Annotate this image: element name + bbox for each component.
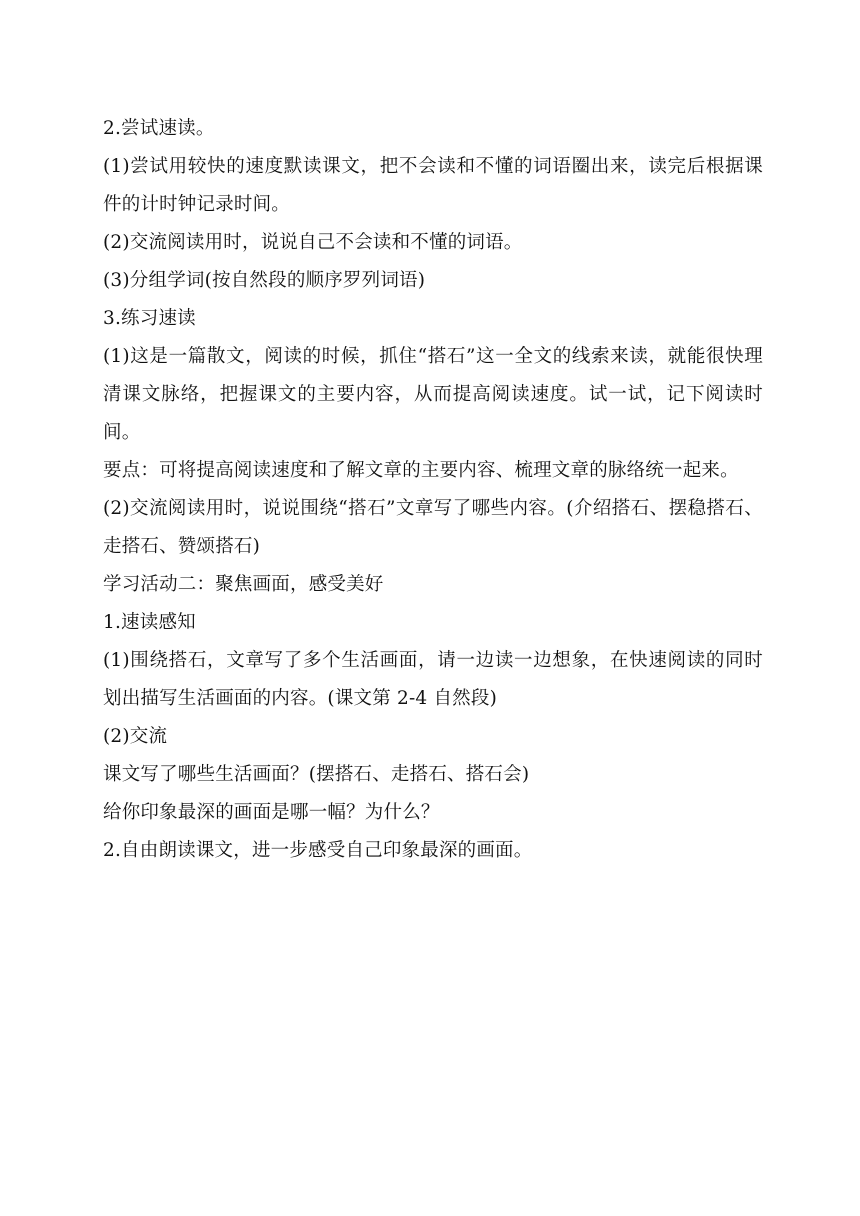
- paragraph-free-reading: 2.自由朗读课文，进一步感受自己印象最深的画面。: [103, 840, 533, 861]
- paragraph-deepest-impression: 给你印象最深的画面是哪一幅？为什么？: [103, 802, 440, 823]
- paragraph-activity-2-heading: 学习活动二：聚焦画面，感受美好: [103, 574, 384, 595]
- paragraph-prose-clue: (1)这是一篇散文，阅读的时候，抓住“搭石”这一全文的线索来读，就能很快理清课文脉络，把握课文的主要内容，从而提高阅读速度。试一试，记下阅读时间。: [103, 346, 763, 443]
- paragraph-life-scenes: (1)围绕搭石，文章写了多个生活画面，请一边读一边想象，在快速阅读的同时划出描写生活画面的内容。(课文第 2-4 自然段): [103, 650, 763, 709]
- paragraph-silent-reading: (1)尝试用较快的速度默读课文，把不会读和不懂的词语圈出来，读完后根据课件的计时钟记录时间。: [103, 156, 763, 215]
- paragraph-exchange: (2)交流: [103, 726, 168, 747]
- document-body: [103, 110, 763, 870]
- paragraph-share-reading-time: (2)交流阅读用时，说说自己不会读和不懂的词语。: [103, 232, 523, 253]
- paragraph-step-2-title: 2.尝试速读。: [103, 118, 215, 139]
- paragraph-key-point: 要点：可将提高阅读速度和了解文章的主要内容、梳理文章的脉络统一起来。: [103, 460, 739, 481]
- paragraph-content-summary: (2)交流阅读用时，说说围绕“搭石”文章写了哪些内容。(介绍搭石、摆稳搭石、走搭石、赞颂搭石): [103, 498, 763, 557]
- paragraph-quick-perception: 1.速读感知: [103, 612, 196, 633]
- paragraph-step-3-title: 3.练习速读: [103, 308, 196, 329]
- paragraph-scenes-question: 课文写了哪些生活画面？(摆搭石、走搭石、搭石会): [103, 764, 530, 785]
- paragraph-group-vocabulary: (3)分组学词(按自然段的顺序罗列词语): [103, 270, 426, 291]
